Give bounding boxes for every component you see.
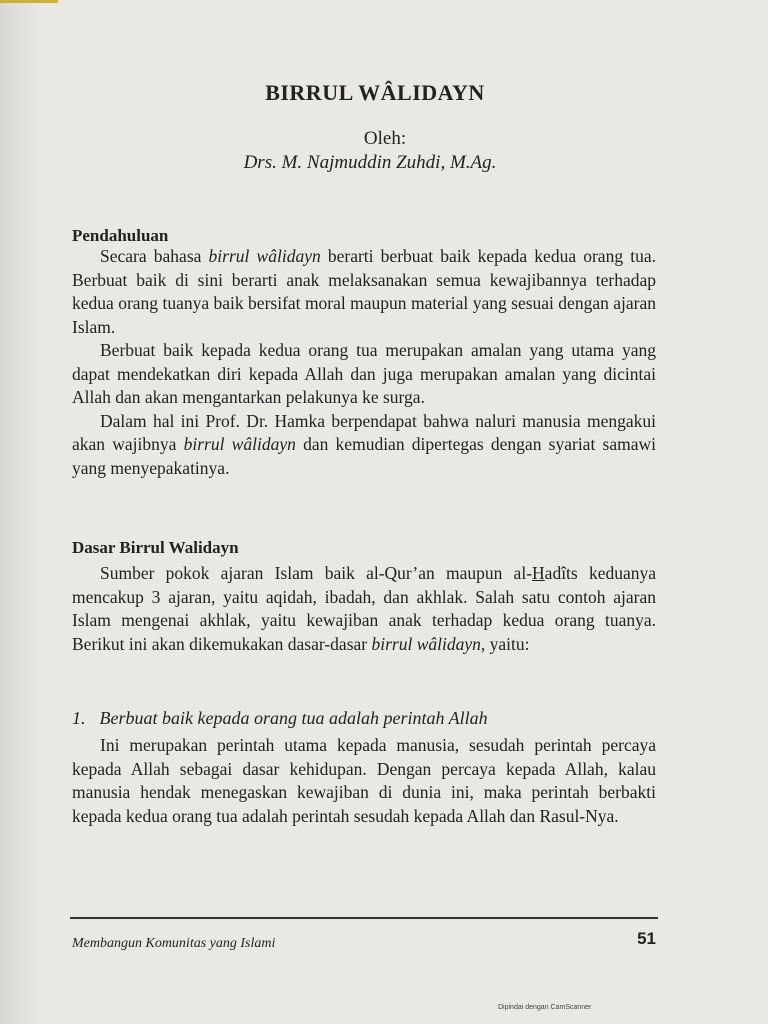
scanner-watermark: Dipindai dengan CamScanner xyxy=(498,1004,592,1011)
text-run: Secara bahasa xyxy=(100,246,209,266)
text-run: berarti berbuat baik kepada kedua orang tua. Berbuat baik di sini berarti anak melaksanakan semua kewajibannya terhadap kedua orang tuanya baik bersifat moral maupun material yang sesuai dengan ajaran Islam. xyxy=(72,246,656,337)
paragraph xyxy=(72,410,656,481)
italic-term: birrul wâlidayn xyxy=(183,434,296,454)
scan-edge xyxy=(0,0,40,1024)
document-title: BIRRUL WÂLIDAYN xyxy=(265,80,485,105)
author-name: Drs. M. Najmuddin Zuhdi, M.Ag. xyxy=(243,152,497,173)
list-item-title xyxy=(72,708,656,729)
page-number: 51 xyxy=(637,929,656,948)
list-item-heading: Berbuat baik kepada orang tua adalah perintah Allah xyxy=(99,708,488,728)
list-number: 1. xyxy=(72,708,86,728)
paragraph: Berbuat baik kepada kedua orang tua merupakan amalan yang utama yang dapat mendekatkan diri kepada Allah dan juga merupakan amalan yang dicintai Allah dan akan mengantarkan pelakunya ke surga. xyxy=(72,340,656,407)
section-dasar xyxy=(72,562,656,656)
section-heading-pendahuluan: Pendahuluan xyxy=(72,226,169,245)
footer-book-title: Membangun Komunitas yang Islami xyxy=(72,936,276,951)
paragraph xyxy=(72,245,656,339)
author-label: Oleh: xyxy=(363,128,407,149)
text-run: adîts keduanya mencakup 3 ajaran, yaitu aqidah, ibadah, dan akhlak. Salah satu contoh ajaran Islam mengenai akhlak, yaitu kewajiban anak terhadap kedua orang tuanya. Berikut ini akan dikemukakan dasar-dasar xyxy=(72,563,657,654)
text-run: Sumber pokok ajaran Islam baik al-Qur’an maupun al- xyxy=(100,563,533,583)
section-heading-dasar: Dasar Birrul Walidayn xyxy=(72,538,239,557)
paragraph xyxy=(72,562,656,656)
paragraph: Ini merupakan perintah utama kepada manusia, sesudah perintah percaya kepada Allah sebagai dasar kehidupan. Dengan percaya kepada Allah, kalau manusia hendak menegaskan kewajiban di dunia ini, maka perintah berbakti kepada kedua orang tua adalah perintah sesudah kepada Allah dan Rasul-Nya. xyxy=(72,735,656,826)
text-run: dan kemudian dipertegas dengan syariat samawi yang menyepakatinya. xyxy=(72,434,656,478)
underlined-letter: H xyxy=(532,563,545,583)
text-run: Dalam hal ini Prof. Dr. Hamka berpendapat bahwa naluri manusia mengakui akan wajibnya xyxy=(72,410,656,454)
scan-corner-mark xyxy=(0,0,58,3)
list-item-body xyxy=(72,734,656,828)
footer-divider xyxy=(70,917,658,919)
text-run: , yaitu: xyxy=(480,633,530,654)
section-pendahuluan xyxy=(72,245,656,480)
italic-term: birrul wâlidayn xyxy=(208,246,321,266)
italic-term: birrul wâlidayn xyxy=(371,633,481,654)
document-page xyxy=(70,80,660,826)
